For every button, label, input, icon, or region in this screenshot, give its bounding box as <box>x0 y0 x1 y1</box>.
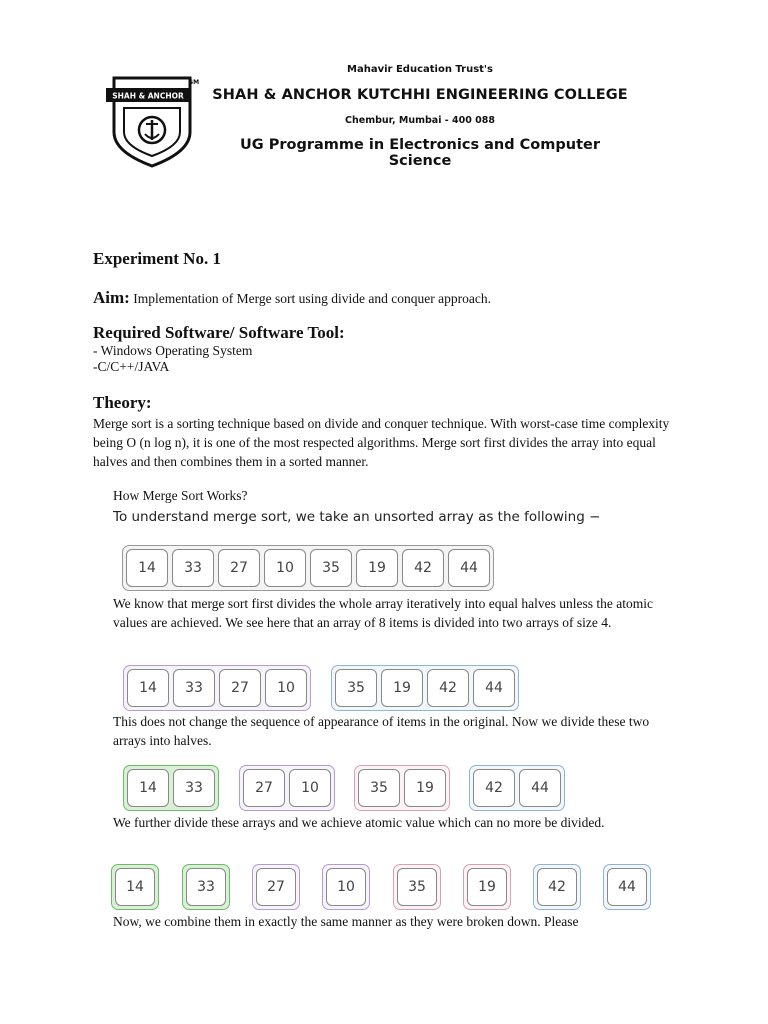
array-cell: 33 <box>186 868 226 906</box>
array-cell: 42 <box>427 669 469 707</box>
svg-text:SM: SM <box>188 79 200 86</box>
programme-name: UG Programme in Electronics and Computer Science <box>239 137 600 169</box>
array-cell: 14 <box>115 868 155 906</box>
aim-line <box>93 288 491 308</box>
aim-label: Aim: <box>93 288 130 307</box>
unsorted-array <box>122 545 494 591</box>
trust-name: Mahavir Education Trust's <box>347 64 493 75</box>
college-logo <box>104 72 200 168</box>
array-cell: 35 <box>310 549 352 587</box>
quarter-array-3 <box>354 765 450 811</box>
array-cell: 33 <box>173 669 215 707</box>
array-cell: 14 <box>127 669 169 707</box>
half-array-right <box>331 665 519 711</box>
array-cell: 35 <box>358 769 400 807</box>
array-cell: 10 <box>264 549 306 587</box>
array-cell: 35 <box>397 868 437 906</box>
single-array-1 <box>111 864 159 910</box>
theory-paragraph-5: Now, we combine them in exactly the same manner as they were broken down. Please <box>113 914 579 929</box>
software-heading: Required Software/ Software Tool: <box>93 323 345 342</box>
experiment-title: Experiment No. 1 <box>93 249 221 268</box>
single-array-5 <box>393 864 441 910</box>
array-cell: 42 <box>473 769 515 807</box>
array-cell: 33 <box>172 549 214 587</box>
single-array-3 <box>252 864 300 910</box>
array-cell: 42 <box>402 549 444 587</box>
theory-heading: Theory: <box>93 393 152 412</box>
understand-line: To understand merge sort, we take an unsorted array as the following − <box>113 509 601 525</box>
software-list <box>93 343 252 375</box>
array-cell: 14 <box>126 549 168 587</box>
array-cell: 14 <box>127 769 169 807</box>
theory-paragraph-2: We know that merge sort first divides the whole array iteratively into equal halves unless the atomic values are achieved. We see here that an array of 8 items is divided into two arrays of size 4. <box>113 596 654 630</box>
array-cell: 27 <box>219 669 261 707</box>
array-cell: 19 <box>404 769 446 807</box>
college-header <box>210 62 630 169</box>
array-cell: 33 <box>173 769 215 807</box>
array-cell: 44 <box>519 769 561 807</box>
array-cell: 10 <box>289 769 331 807</box>
array-cell: 19 <box>356 549 398 587</box>
theory-paragraph-3: This does not change the sequence of appearance of items in the original. Now we divide these two arrays into halves. <box>113 714 650 748</box>
single-array-8 <box>603 864 651 910</box>
half-array-left <box>123 665 311 711</box>
aim-text: Implementation of Merge sort using divide and conquer approach. <box>133 291 491 306</box>
single-array-7 <box>533 864 581 910</box>
quarter-array-1 <box>123 765 219 811</box>
theory-paragraph-4: We further divide these arrays and we achieve atomic value which can no more be divided. <box>113 815 605 830</box>
array-cell: 44 <box>448 549 490 587</box>
array-cell: 27 <box>256 868 296 906</box>
array-cell: 19 <box>381 669 423 707</box>
array-cell: 27 <box>218 549 260 587</box>
single-array-6 <box>463 864 511 910</box>
quarter-array-2 <box>239 765 335 811</box>
svg-text:SHAH & ANCHOR: SHAH & ANCHOR <box>112 91 184 101</box>
array-cell: 10 <box>326 868 366 906</box>
software-item: - Windows Operating System <box>93 343 253 358</box>
single-array-4 <box>322 864 370 910</box>
array-cell: 35 <box>335 669 377 707</box>
how-merge-sort-works: How Merge Sort Works? <box>113 488 248 503</box>
array-cell: 27 <box>243 769 285 807</box>
array-cell: 44 <box>473 669 515 707</box>
college-name: SHAH & ANCHOR KUTCHHI ENGINEERING COLLEGE <box>212 87 628 103</box>
array-cell: 10 <box>265 669 307 707</box>
array-cell: 19 <box>467 868 507 906</box>
theory-paragraph-1: Merge sort is a sorting technique based on divide and conquer technique. With worst-case time complexity being Ο (n log n), it is one of the most respected algorithms. Merge sort first divides the array into equal halves and then combines them in a sorted manner. <box>93 416 670 469</box>
college-address: Chembur, Mumbai - 400 088 <box>345 115 495 126</box>
quarter-array-4 <box>469 765 565 811</box>
array-cell: 44 <box>607 868 647 906</box>
software-item: -C/C++/JAVA <box>93 359 170 374</box>
single-array-2 <box>182 864 230 910</box>
array-cell: 42 <box>537 868 577 906</box>
